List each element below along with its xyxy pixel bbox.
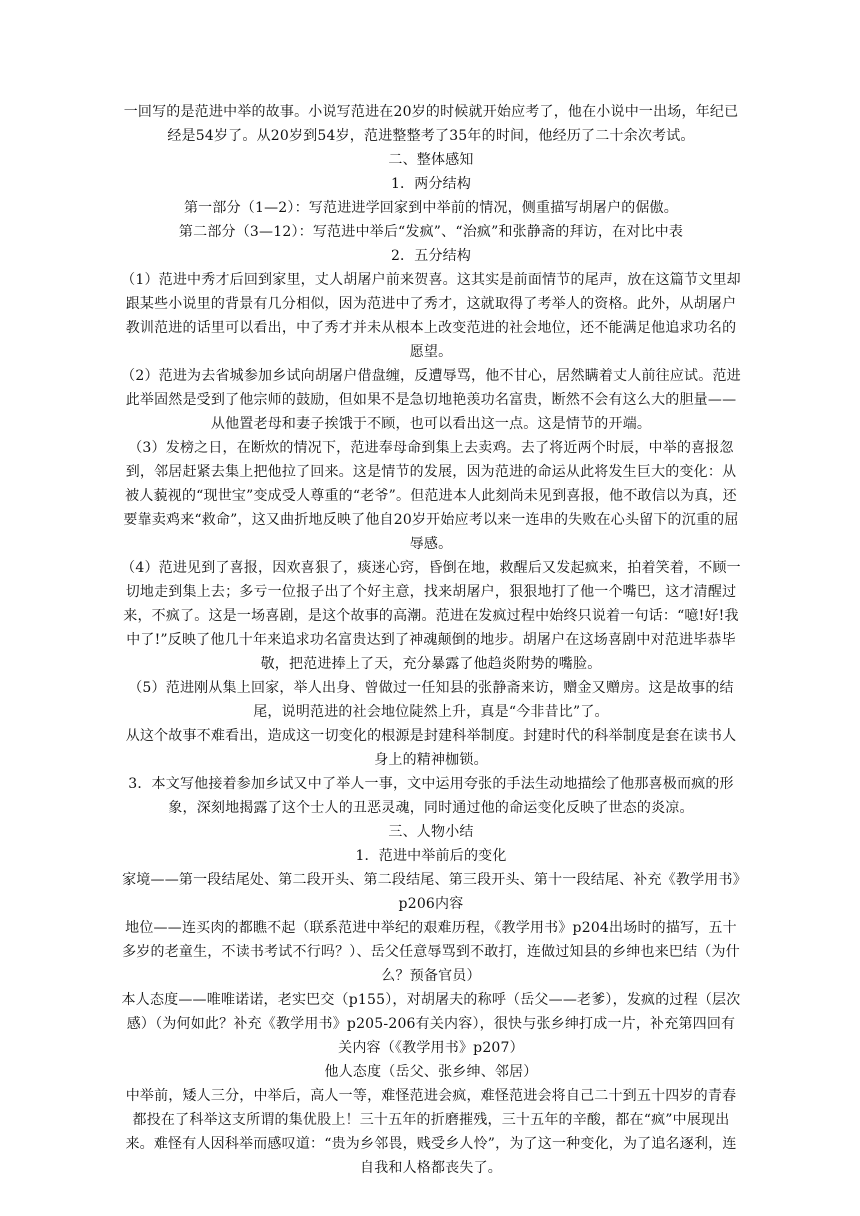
family-situation-paragraph: 家境——第一段结尾处、第二段开头、第二段结尾、第三段开头、第十一段结尾、补充《教学用书》p206内容 (122, 872, 740, 912)
part-two-text: 第二部分（3—12）：写范进中举后“发疯”、“治疯”和张静斋的拜访，在对比中表 (178, 224, 684, 240)
five-part-item-5: （5）范进刚从集上回家，举人出身、曾做过一任知县的张静斋来访，赠金又赠房。这是故事的结尾，说明范进的社会地位陡然上升，真是“今非昔比”了。 (128, 680, 734, 720)
subheading-changes: 1．范进中举前后的变化 (355, 848, 507, 864)
point-three-paragraph: 3．本文写他接着参加乡试又中了举人一事，文中运用夸张的手法生动地描绘了他那喜极而疯的形象，深刻地揭露了这个士人的丑恶灵魂，同时通过他的命运变化反映了世态的炎凉。 (128, 776, 734, 816)
subheading-two-part: 1．两分结构 (390, 176, 472, 192)
summary-paragraph: 从这个故事不难看出，造成这一切变化的根源是封建科举制度。封建时代的科举制度是套在读书人身上的精神枷锁。 (125, 728, 737, 768)
section-heading-character: 三、人物小结 (388, 824, 474, 840)
conclusion-paragraph: 中举前，矮人三分，中举后，高人一等，难怪范进会疯，难怪范进会将自己二十到五十四岁的青春都投在了科举这支所谓的集优股上！三十五年的折磨摧残，三十五年的辛酸，都在“疯”中展现出来。难怪有人因科举而感叹道：“贵为乡邻畏，贱受乡人怜”，为了这一种变化，为了追名逐利，连自我和人格都丧失了。 (125, 1088, 737, 1176)
five-part-item-4: （4）范进见到了喜报，因欢喜狠了，痰迷心窍，昏倒在地，救醒后又发起疯来，拍着笑着，不顾一切地走到集上去；多亏一位报子出了个好主意，找来胡屠户，狠狠地打了他一个嘴巴，这才清醒过来，不疯了。这是一场喜剧，是这个故事的高潮。范进在发疯过程中始终只说着一句话：“噫!好!我中了!”反映了他几十年来追求功名富贵达到了神魂颠倒的地步。胡屠户在这场喜剧中对范进毕恭毕敬，把范进捧上了天，充分暴露了他趋炎附势的嘴脸。 (121, 560, 741, 672)
five-part-item-2: （2）范进为去省城参加乡试向胡屠户借盘缠，反遭辱骂，他不甘心，居然瞒着丈人前往应试。范进此举固然是受到了他宗师的鼓励，但如果不是急切地艳羡功名富贵，断然不会有这么大的胆量——从他置老母和妻子挨饿于不顾，也可以看出这一点。这是情节的开端。 (121, 368, 741, 432)
others-attitude-heading: 他人态度（岳父、张乡绅、邻居） (324, 1064, 538, 1080)
document-page (120, 100, 742, 1180)
five-part-item-1: （1）范进中秀才后回到家里，丈人胡屠户前来贺喜。这其实是前面情节的尾声，放在这篇节文里却跟某些小说里的背景有几分相似，因为范进中了秀才，这就取得了考举人的资格。此外，从胡屠户教训范进的话里可以看出，中了秀才并未从根本上改变范进的社会地位，还不能满足他追求功名的愿望。 (121, 272, 741, 360)
status-paragraph: 地位——连买肉的都瞧不起（联系范进中举纪的艰难历程，《教学用书》p204出场时的描写，五十多岁的老童生，不读书考试不行吗？）、岳父任意辱骂到不敢打，连做过知县的乡绅也来巴结（为什么？预备官员） (122, 920, 740, 984)
intro-paragraph: 一回写的是范进中举的故事。小说写范进在20岁的时候就开始应考了，他在小说中一出场，年纪已经是54岁了。从20岁到54岁，范进整整考了35年的时间，他经历了二十余次考试。 (123, 104, 739, 144)
subheading-five-part: 2．五分结构 (390, 248, 472, 264)
section-heading-overall: 二、整体感知 (388, 152, 474, 168)
part-one-text: 第一部分（1—2）：写范进进学回家到中举前的情况，侧重描写胡屠户的倨傲。 (183, 200, 678, 216)
attitude-paragraph: 本人态度——唯唯诺诺，老实巴交（p155），对胡屠夫的称呼（岳父——老爹），发疯的过程（层次感）（为何如此？补充《教学用书》p205-206有关内容），很快与张乡绅打成一片，补充第四回有关内容（《教学用书》p207） (121, 992, 741, 1056)
five-part-item-3: （3）发榜之日，在断炊的情况下，范进奉母命到集上去卖鸡。去了将近两个时辰，中举的喜报忽到，邻居赶紧去集上把他拉了回来。这是情节的发展，因为范进的命运从此将发生巨大的变化：从被人藐视的“现世宝”变成受人尊重的“老爷”。但范进本人此刻尚未见到喜报，他不敢信以为真，还要靠卖鸡来“救命”，这又曲折地反映了他自20岁开始应考以来一连串的失败在心头留下的沉重的屈辱感。 (123, 440, 739, 552)
